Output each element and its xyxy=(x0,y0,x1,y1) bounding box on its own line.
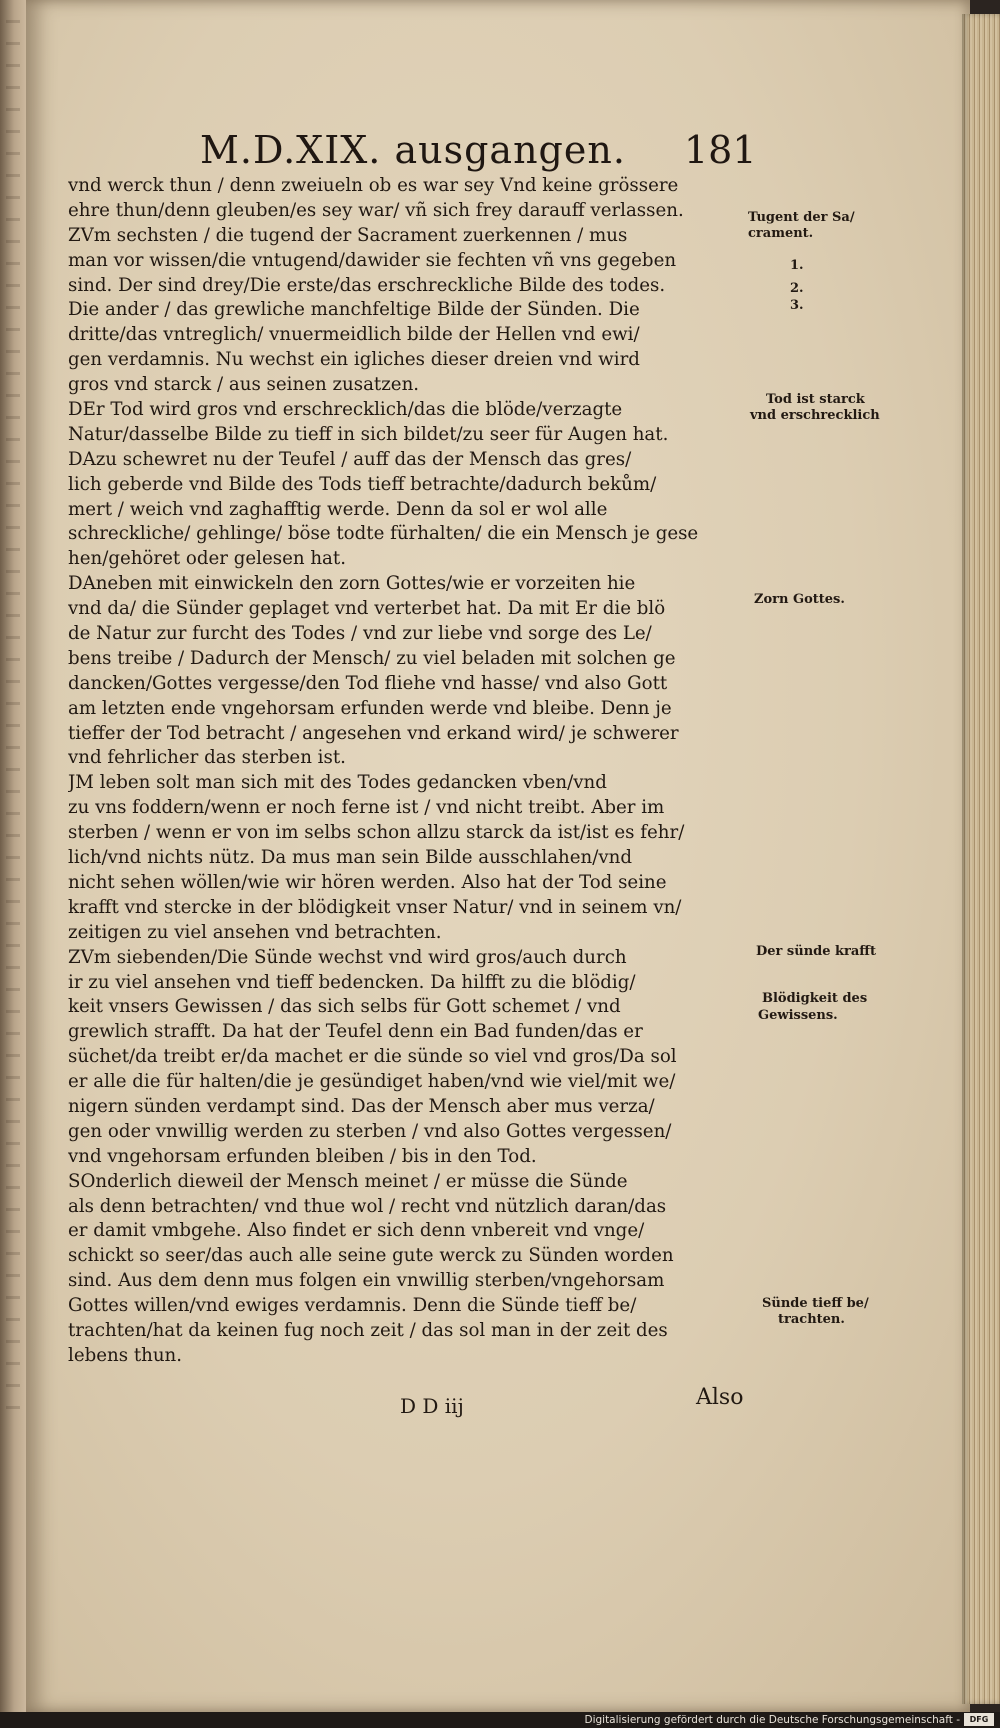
margin-note-bloedigkeit-2: Gewissens. xyxy=(758,1008,838,1023)
text-line: nigern sünden verdampt sind. Das der Mensch aber mus verza/ xyxy=(68,1095,655,1117)
text-line: man vor wissen/die vntugend/dawider sie fechten vñ vns gegeben xyxy=(68,249,677,271)
text-line: schreckliche/ gehlinge/ böse todte fürhalten/ die ein Mensch je gese xyxy=(68,523,699,545)
signature-mark: D D iij xyxy=(400,1394,464,1418)
margin-note-num-1: 1. xyxy=(790,258,804,273)
text-line: bens treibe / Dadurch der Mensch/ zu viel beladen mit solchen ge xyxy=(68,647,676,669)
text-line: am letzten ende vngehorsam erfunden werde vnd bleibe. Denn je xyxy=(68,697,672,719)
text-line: vnd vngehorsam erfunden bleiben / bis in den Tod. xyxy=(68,1145,537,1167)
dfg-logo: DFG xyxy=(964,1713,994,1726)
catchword: Also xyxy=(696,1385,744,1410)
footer-credit: Digitalisierung gefördert durch die Deutsche Forschungsgemeinschaft - xyxy=(584,1714,960,1726)
text-line: vnd werck thun / denn zweiueln ob es war sey Vnd keine grössere xyxy=(68,175,679,196)
text-line: gen oder vnwillig werden zu sterben / vnd also Gottes vergessen/ xyxy=(68,1120,672,1142)
margin-note-tod-2: vnd erschrecklich xyxy=(750,408,880,423)
text-line: dancken/Gottes vergesse/den Tod fliehe vnd hasse/ vnd also Gott xyxy=(68,672,668,694)
text-line: mert / weich vnd zaghafftig werde. Denn da sol er wol alle xyxy=(68,498,608,520)
text-line: nicht sehen wöllen/wie wir hören werden. Also hat der Tod seine xyxy=(68,871,667,893)
margin-note-tod-1: Tod ist starck xyxy=(766,392,865,407)
text-line: tieffer der Tod betracht / angesehen vnd erkand wird/ je schwerer xyxy=(68,722,679,744)
text-line: sind. Aus dem denn mus folgen ein vnwillig sterben/vngehorsam xyxy=(68,1270,665,1292)
text-line: ZVm siebenden/Die Sünde wechst vnd wird gros/auch durch xyxy=(68,946,627,968)
text-line: hen/gehöret oder gelesen hat. xyxy=(68,548,346,570)
text-line: keit vnsers Gewissen / das sich selbs für Gott schemet / vnd xyxy=(68,996,621,1018)
text-line: als denn betrachten/ vnd thue wol / recht vnd nützlich daran/das xyxy=(68,1195,667,1217)
text-line: dritte/das vntreglich/ vnuermeidlich bilde der Hellen vnd ewi/ xyxy=(68,324,640,346)
text-line: zeitigen zu viel ansehen vnd betrachten. xyxy=(68,921,442,943)
text-line: krafft vnd stercke in der blödigkeit vnser Natur/ vnd in seinem vn/ xyxy=(68,896,682,918)
text-line: SOnderlich dieweil der Mensch meinet / er müsse die Sünde xyxy=(68,1170,628,1192)
text-line: trachten/hat da keinen fug noch zeit / das sol man in der zeit des xyxy=(68,1319,668,1341)
margin-note-bloedigkeit-1: Blödigkeit des xyxy=(762,991,868,1006)
text-line: lich/vnd nichts nütz. Da mus man sein Bilde ausschlahen/vnd xyxy=(68,847,632,869)
body-text xyxy=(68,174,756,1369)
page-fore-edge xyxy=(962,14,1000,1704)
text-line: sterben / wenn er von im selbs schon allzu starck da ist/ist es fehr/ xyxy=(68,822,685,844)
text-line: lich geberde vnd Bilde des Tods tieff betrachte/dadurch bekům/ xyxy=(68,473,657,495)
margin-note-suende-krafft: Der sünde krafft xyxy=(756,944,876,959)
text-line: grewlich strafft. Da hat der Teufel denn ein Bad funden/das er xyxy=(68,1021,643,1043)
text-line: er damit vmbgehe. Also findet er sich denn vnbereit vnd vnge/ xyxy=(68,1220,645,1242)
text-line: er alle die für halten/die je gesündiget haben/vnd wie viel/mit we/ xyxy=(68,1071,676,1093)
text-line: gen verdamnis. Nu wechst ein igliches dieser dreien vnd wird xyxy=(68,349,640,371)
text-line: gros vnd starck / aus seinen zusatzen. xyxy=(68,374,420,396)
text-line: Natur/dasselbe Bilde zu tieff in sich bildet/zu seer für Augen hat. xyxy=(68,423,669,445)
text-line: zu vns foddern/wenn er noch ferne ist / vnd nicht treibt. Aber im xyxy=(68,797,665,819)
margin-note-suende-tieff-2: trachten. xyxy=(778,1312,845,1327)
text-line: ir zu viel ansehen vnd tieff bedencken. Da hilfft zu die blödig/ xyxy=(68,971,636,993)
text-line: Gottes willen/vnd ewiges verdamnis. Denn die Sünde tieff be/ xyxy=(68,1295,637,1317)
margin-note-tugent: Tugent der Sa/ xyxy=(748,210,855,225)
margin-note-num-3: 3. xyxy=(790,298,804,313)
text-line: de Natur zur furcht des Todes / vnd zur liebe vnd sorge des Le/ xyxy=(68,623,652,645)
text-line: DAzu schewret nu der Teufel / auff das der Mensch das gres/ xyxy=(68,448,632,470)
text-line: vnd da/ die Sünder geplaget vnd verterbet hat. Da mit Er die blö xyxy=(68,598,666,620)
margin-note-tugent-2: crament. xyxy=(748,226,814,241)
text-line: vnd fehrlicher das sterben ist. xyxy=(68,747,346,769)
text-line: ZVm sechsten / die tugend der Sacrament zuerkennen / mus xyxy=(68,224,628,246)
text-line: Die ander / das grewliche manchfeltige Bilde der Sünden. Die xyxy=(68,299,640,321)
running-head: M.D.XIX. ausgangen. xyxy=(200,128,626,172)
text-line: lebens thun. xyxy=(68,1344,183,1366)
margin-note-suende-tieff-1: Sünde tieff be/ xyxy=(762,1296,869,1311)
text-line: ehre thun/denn gleuben/es sey war/ vñ sich frey darauff verlassen. xyxy=(68,199,684,221)
text-line: süchet/da treibt er/da machet er die sünde so viel vnd gros/Da sol xyxy=(68,1046,677,1068)
text-line: schickt so seer/das auch alle seine gute werck zu Sünden worden xyxy=(68,1245,674,1267)
text-line: DAneben mit einwickeln den zorn Gottes/wie er vorzeiten hie xyxy=(68,573,636,595)
text-line: JM leben solt man sich mit des Todes gedancken vben/vnd xyxy=(68,772,607,794)
margin-note-num-2: 2. xyxy=(790,281,804,296)
page-number: 181 xyxy=(684,128,757,172)
text-line: DEr Tod wird gros vnd erschrecklich/das die blöde/verzagte xyxy=(68,399,623,421)
left-page-text-strip xyxy=(6,20,20,1420)
text-line: sind. Der sind drey/Die erste/das erschreckliche Bilde des todes. xyxy=(68,274,666,296)
margin-note-zorn: Zorn Gottes. xyxy=(754,592,845,607)
